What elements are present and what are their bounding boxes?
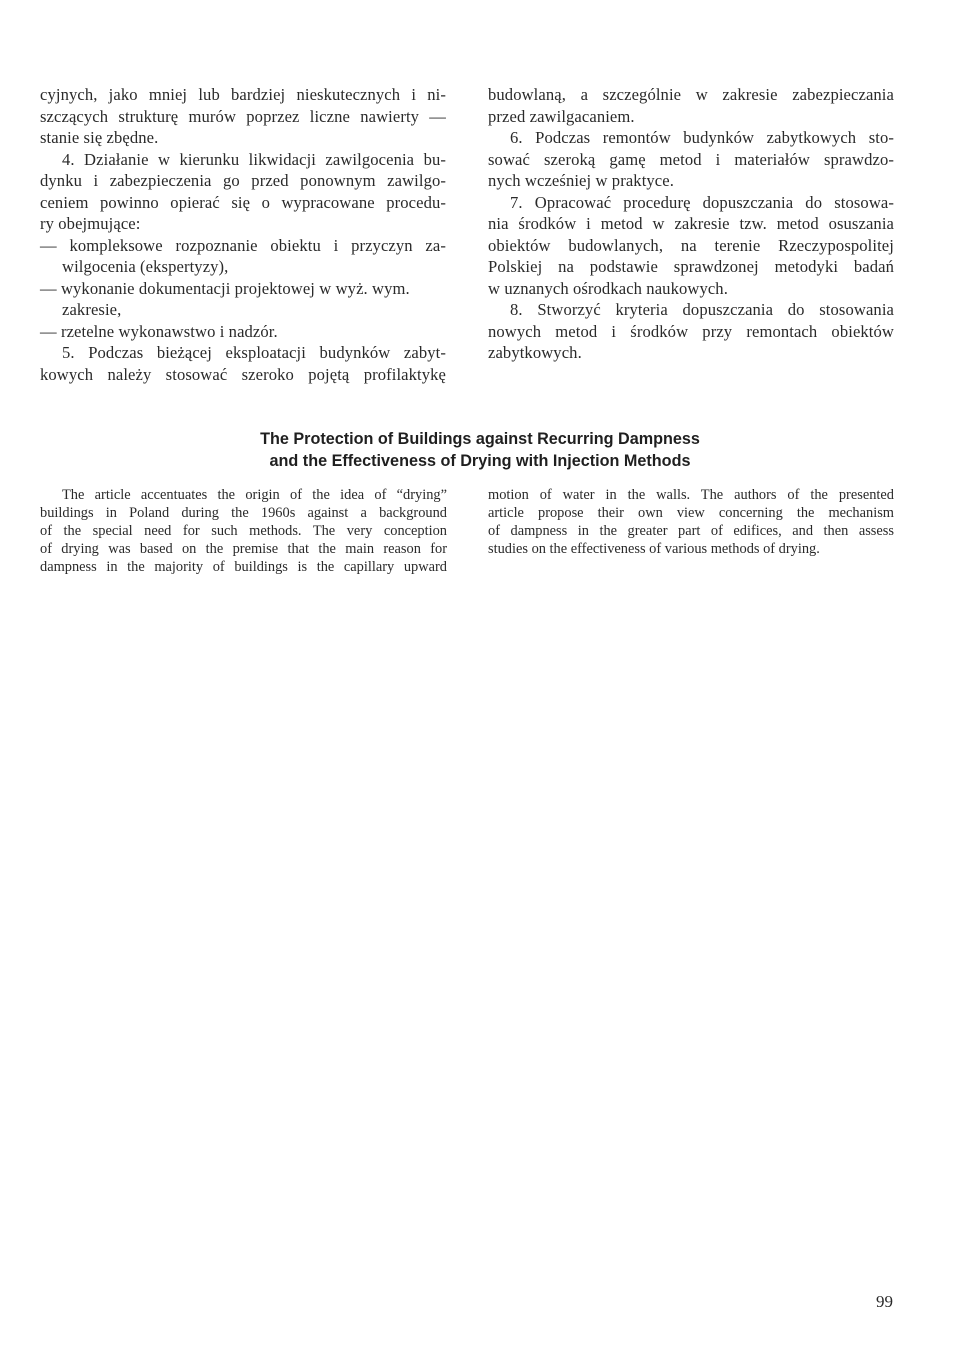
text-line: — rzetelne wykonawstwo i nadzór. — [40, 321, 278, 341]
text-line: 4. Działanie w kierunku likwidacji zawilgocenia bu- — [62, 149, 446, 169]
text-line: 7. Opracować procedurę dopuszczania do stosowa- — [510, 192, 894, 212]
text-line: of drying was based on the premise that the main reason for — [40, 540, 447, 557]
text-line: w uznanych ośrodkach naukowych. — [488, 278, 728, 298]
summary-title-line-1: The Protection of Buildings against Recurring Dampness — [260, 430, 700, 448]
text-line: The article accentuates the origin of the idea of “drying” — [62, 487, 447, 503]
text-line: budowlaną, a szczególnie w zakresie zabezpieczania — [488, 85, 894, 104]
text-line: 5. Podczas bieżącej eksploatacji budynków zabyt- — [62, 343, 446, 362]
text-line: sować szeroką gamę metod i materiałów sprawdzo- — [488, 149, 894, 169]
text-line: motion of water in the walls. The authors of the presented — [488, 487, 894, 503]
summary-title-line-2: and the Effectiveness of Drying with Injection Methods — [269, 452, 691, 470]
english-summary-right-column — [488, 487, 894, 559]
polish-text-left-column — [40, 84, 446, 385]
text-line: ry obejmujące: — [40, 214, 141, 233]
text-line: — kompleksowe rozpoznanie obiektu i przyczyn za- — [40, 235, 446, 255]
text-line: nych wcześniej w praktyce. — [488, 171, 674, 190]
text-line: szczących strukturę murów poprzez liczne nawierty — — [40, 106, 446, 126]
text-line: nowych metod i środków przy remontach obiektów — [488, 321, 894, 341]
text-line: 6. Podczas remontów budynków zabytkowych sto- — [510, 128, 894, 147]
text-line: dynku i zabezpieczenia go przed ponownym zawilgo- — [40, 171, 446, 190]
text-line: stanie się zbędne. — [40, 128, 159, 147]
english-summary-left-column — [40, 487, 447, 576]
text-line: ceniem powinno opierać się o wypracowane procedu- — [40, 192, 446, 212]
text-line: studies on the effectiveness of various methods of drying. — [488, 540, 820, 557]
text-line: of the special need for such methods. The very conception — [40, 522, 447, 539]
page-number: 99 — [876, 1292, 893, 1311]
text-line: kowych należy stosować szeroko pojętą profilaktykę — [40, 364, 446, 384]
text-line: zakresie, — [62, 300, 122, 319]
text-line: Polskiej na podstawie sprawdzonej metodyki badań — [488, 257, 894, 276]
text-line: wilgocenia (ekspertyzy), — [62, 257, 229, 276]
english-summary-title — [0, 428, 960, 472]
text-line: dampness in the majority of buildings is the capillary upward — [40, 558, 447, 575]
text-line: buildings in Poland during the 1960s against a background — [40, 504, 447, 521]
text-line: 8. Stworzyć kryteria dopuszczania do stosowania — [510, 300, 894, 319]
text-line: of dampness in the greater part of edifices, and then assess — [488, 522, 894, 539]
text-line: zabytkowych. — [488, 343, 582, 362]
polish-text-right-column — [488, 84, 894, 364]
text-line: przed zawilgacaniem. — [488, 106, 635, 126]
text-line: cyjnych, jako mniej lub bardziej nieskutecznych i ni- — [40, 85, 446, 104]
text-line: article propose their own view concerning the mechanism — [488, 504, 894, 521]
text-line: nia środków i metod w zakresie tzw. metod osuszania — [488, 214, 894, 233]
text-line: obiektów budowlanych, na terenie Rzeczypospolitej — [488, 235, 894, 255]
text-line: — wykonanie dokumentacji projektowej w wyż. wym. — [40, 278, 410, 298]
